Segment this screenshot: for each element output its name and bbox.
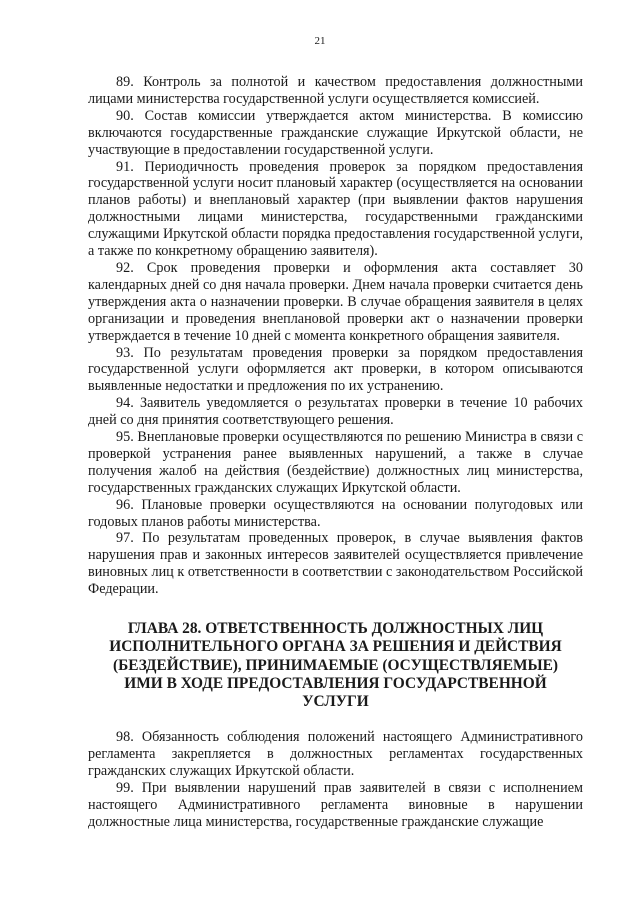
page-number: 21 — [314, 35, 326, 47]
paragraph-98: 98. Обязанность соблюдения положений настоящего Административного регламента закрепляется в должностных регламентах государственных гражданских служащих Иркутской области. — [88, 729, 583, 779]
paragraph-97: 97. По результатам проведенных проверок, в случае выявления фактов нарушения прав и законных интересов заявителей осуществляется привлечение виновных лиц к ответственности в соответствии с законодательством Российской Федерации. — [88, 530, 583, 598]
paragraph-92: 92. Срок проведения проверки и оформления акта составляет 30 календарных дней со дня начала проверки. Днем начала проверки считается день утверждения акта о назначении проверки. В случае обращения заявителя в целях организации и проведения внеплановой проверки акт о назначении проверки утверждается в течение 10 дней с момента конкретного обращения заявителя. — [88, 259, 583, 344]
paragraph-94: 94. Заявитель уведомляется о результатах проверки в течение 10 рабочих дней со дня принятия соответствующего решения. — [88, 395, 583, 429]
paragraph-99: 99. При выявлении нарушений прав заявителей в связи с исполнением настоящего Административного регламента виновные в нарушении должностные лица министерства, государственные гражданские служащие — [88, 779, 583, 830]
paragraph-93: 93. По результатам проведения проверки за порядком предоставления государственной услуги оформляется акт проверки, в котором описываются выявленные недостатки и предложения по их устранению. — [88, 344, 583, 395]
paragraph-91: 91. Периодичность проведения проверок за порядком предоставления государственной услуги носит плановый характер (осуществляется на основании планов работы) и внеплановый характер (при выявлении фактов нарушения должностными лицами министерства, государственными гражданскими служащими Иркутской области порядка предоставления государственной услуги, а также по конкретному обращению заявителя). — [88, 158, 583, 260]
paragraph-95: 95. Внеплановые проверки осуществляются по решению Министра в связи с проверкой устранения ранее выявленных нарушений, а также в случае получения жалоб на действия (бездействие) должностных лиц министерства, государственных гражданских служащих Иркутской области. — [88, 429, 583, 496]
document-body — [88, 74, 583, 831]
chapter-heading: ГЛАВА 28. ОТВЕТСТВЕННОСТЬ ДОЛЖНОСТНЫХ ЛИЦ ИСПОЛНИТЕЛЬНОГО ОРГАНА ЗА РЕШЕНИЯ И ДЕЙСТВИЯ (БЕЗДЕЙСТВИЕ), ПРИНИМАЕМЫЕ (ОСУЩЕСТВЛЯЕМЫЕ) ИМИ В ХОДЕ ПРЕДОСТАВЛЕНИЯ ГОСУДАРСТВЕННОЙ УСЛУГИ — [109, 620, 562, 710]
paragraph-89: 89. Контроль за полнотой и качеством предоставления должностными лицами министерства государственной услуги осуществляется комиссией. — [88, 74, 583, 107]
paragraph-90: 90. Состав комиссии утверждается актом министерства. В комиссию включаются государственные гражданские служащие Иркутской области, не участвующие в предоставлении государственной услуги. — [88, 107, 583, 158]
paragraph-96: 96. Плановые проверки осуществляются на основании полугодовых или годовых планов работы министерства. — [88, 496, 583, 530]
